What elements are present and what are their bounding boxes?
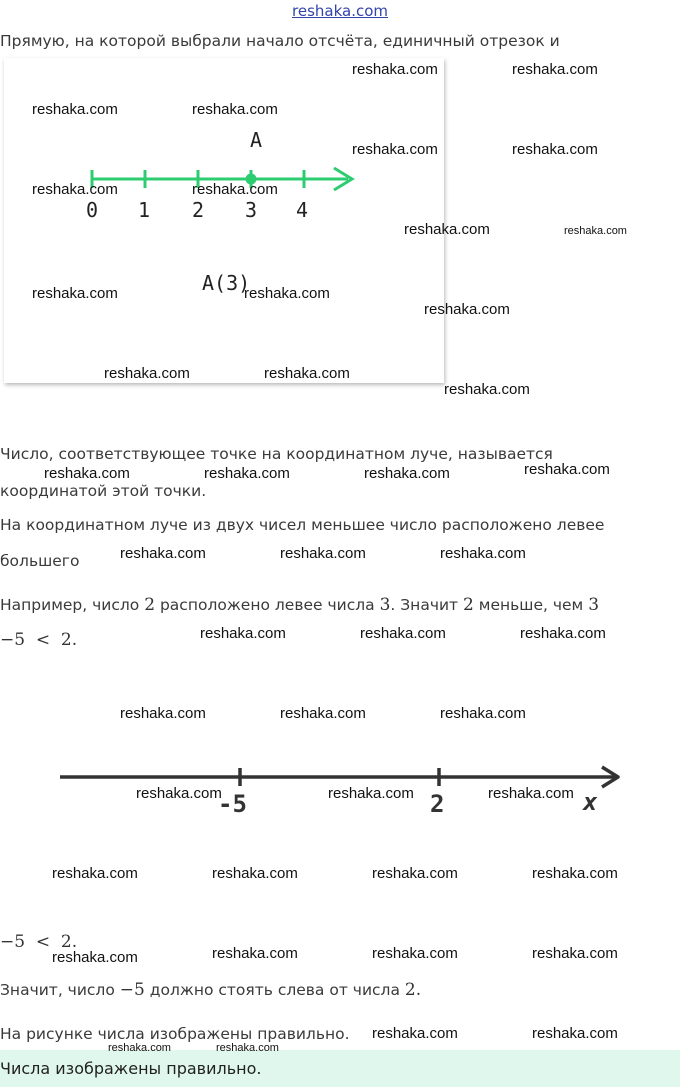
math-number: −5 <box>119 980 145 1000</box>
watermark: reshaka.com <box>372 1025 458 1042</box>
definition-line-2: координатой этой точки. <box>0 482 207 500</box>
inequality-2: −5 < 2. <box>0 932 78 952</box>
math-number: 2 <box>144 595 156 615</box>
conclusion-line <box>0 980 421 1000</box>
tick-label: 4 <box>296 198 309 222</box>
watermark: reshaka.com <box>104 365 190 382</box>
example-text: расположено левее числа <box>159 596 375 614</box>
watermark: reshaka.com <box>532 865 618 882</box>
watermark: reshaka.com <box>364 465 450 482</box>
watermark: reshaka.com <box>244 285 330 302</box>
conclusion-text: Значит, число <box>0 981 115 999</box>
watermark: reshaka.com <box>444 381 530 398</box>
watermark: reshaka.com <box>280 705 366 722</box>
final-statement: На рисунке числа изображены правильно. <box>0 1025 350 1043</box>
watermark: reshaka.com <box>212 865 298 882</box>
watermark: reshaka.com <box>108 1042 171 1054</box>
watermark: reshaka.com <box>488 785 574 802</box>
watermark: reshaka.com <box>352 61 438 78</box>
watermark: reshaka.com <box>204 465 290 482</box>
watermark: reshaka.com <box>524 461 610 478</box>
inequality-1: −5 < 2. <box>0 630 78 650</box>
watermark: reshaka.com <box>520 625 606 642</box>
watermark: reshaka.com <box>328 785 414 802</box>
watermark: reshaka.com <box>564 225 627 237</box>
watermark: reshaka.com <box>32 101 118 118</box>
watermark: reshaka.com <box>32 181 118 198</box>
number-line-label: 2 <box>430 790 445 818</box>
watermark: reshaka.com <box>264 365 350 382</box>
watermark: reshaka.com <box>512 61 598 78</box>
coordinate-label: A(3) <box>202 271 251 295</box>
watermark: reshaka.com <box>192 181 278 198</box>
answer-text: Числа изображены правильно. <box>0 1059 262 1078</box>
watermark: reshaka.com <box>136 785 222 802</box>
watermark: reshaka.com <box>440 705 526 722</box>
example-text: Например, число <box>0 596 140 614</box>
tick-label: 0 <box>86 198 99 222</box>
math-number: 2. <box>404 980 422 1000</box>
watermark: reshaka.com <box>424 301 510 318</box>
math-number: 3 <box>379 595 391 615</box>
watermark: reshaka.com <box>280 545 366 562</box>
watermark: reshaka.com <box>440 545 526 562</box>
watermark: reshaka.com <box>372 945 458 962</box>
watermark: reshaka.com <box>212 945 298 962</box>
number-line-label: -5 <box>218 790 247 818</box>
axis-label: x <box>583 788 598 816</box>
math-number: 2 <box>463 595 474 615</box>
example-line <box>0 595 599 615</box>
point-label: A <box>250 128 263 152</box>
watermark: reshaka.com <box>360 625 446 642</box>
watermark: reshaka.com <box>532 945 618 962</box>
site-link[interactable]: reshaka.com <box>292 2 388 20</box>
watermark: reshaka.com <box>52 949 138 966</box>
watermark: reshaka.com <box>32 285 118 302</box>
watermark: reshaka.com <box>192 101 278 118</box>
watermark: reshaka.com <box>512 141 598 158</box>
definition-line-1: Число, соответствующее точке на координатном луче, называется <box>0 445 553 463</box>
watermark: reshaka.com <box>120 705 206 722</box>
tick-label: 3 <box>245 198 258 222</box>
example-text: меньше, чем <box>478 596 584 614</box>
watermark: reshaka.com <box>120 545 206 562</box>
intro-paragraph: Прямую, на которой выбрали начало отсчёта, единичный отрезок и <box>0 32 560 50</box>
example-text: . Значит <box>390 596 459 614</box>
rule-line-1: На координатном луче из двух чисел меньшее число расположено левее <box>0 516 605 534</box>
tick-label: 2 <box>192 198 205 222</box>
math-number: 3 <box>588 595 600 615</box>
watermark: reshaka.com <box>404 221 490 238</box>
watermark: reshaka.com <box>352 141 438 158</box>
rule-line-2: большего <box>0 552 80 570</box>
watermark: reshaka.com <box>200 625 286 642</box>
conclusion-text: должно стоять слева от числа <box>149 981 400 999</box>
watermark: reshaka.com <box>44 465 130 482</box>
watermark: reshaka.com <box>532 1025 618 1042</box>
watermark: reshaka.com <box>52 865 138 882</box>
watermark: reshaka.com <box>216 1042 279 1054</box>
answer-box <box>0 1050 680 1087</box>
watermark: reshaka.com <box>372 865 458 882</box>
tick-label: 1 <box>138 198 151 222</box>
